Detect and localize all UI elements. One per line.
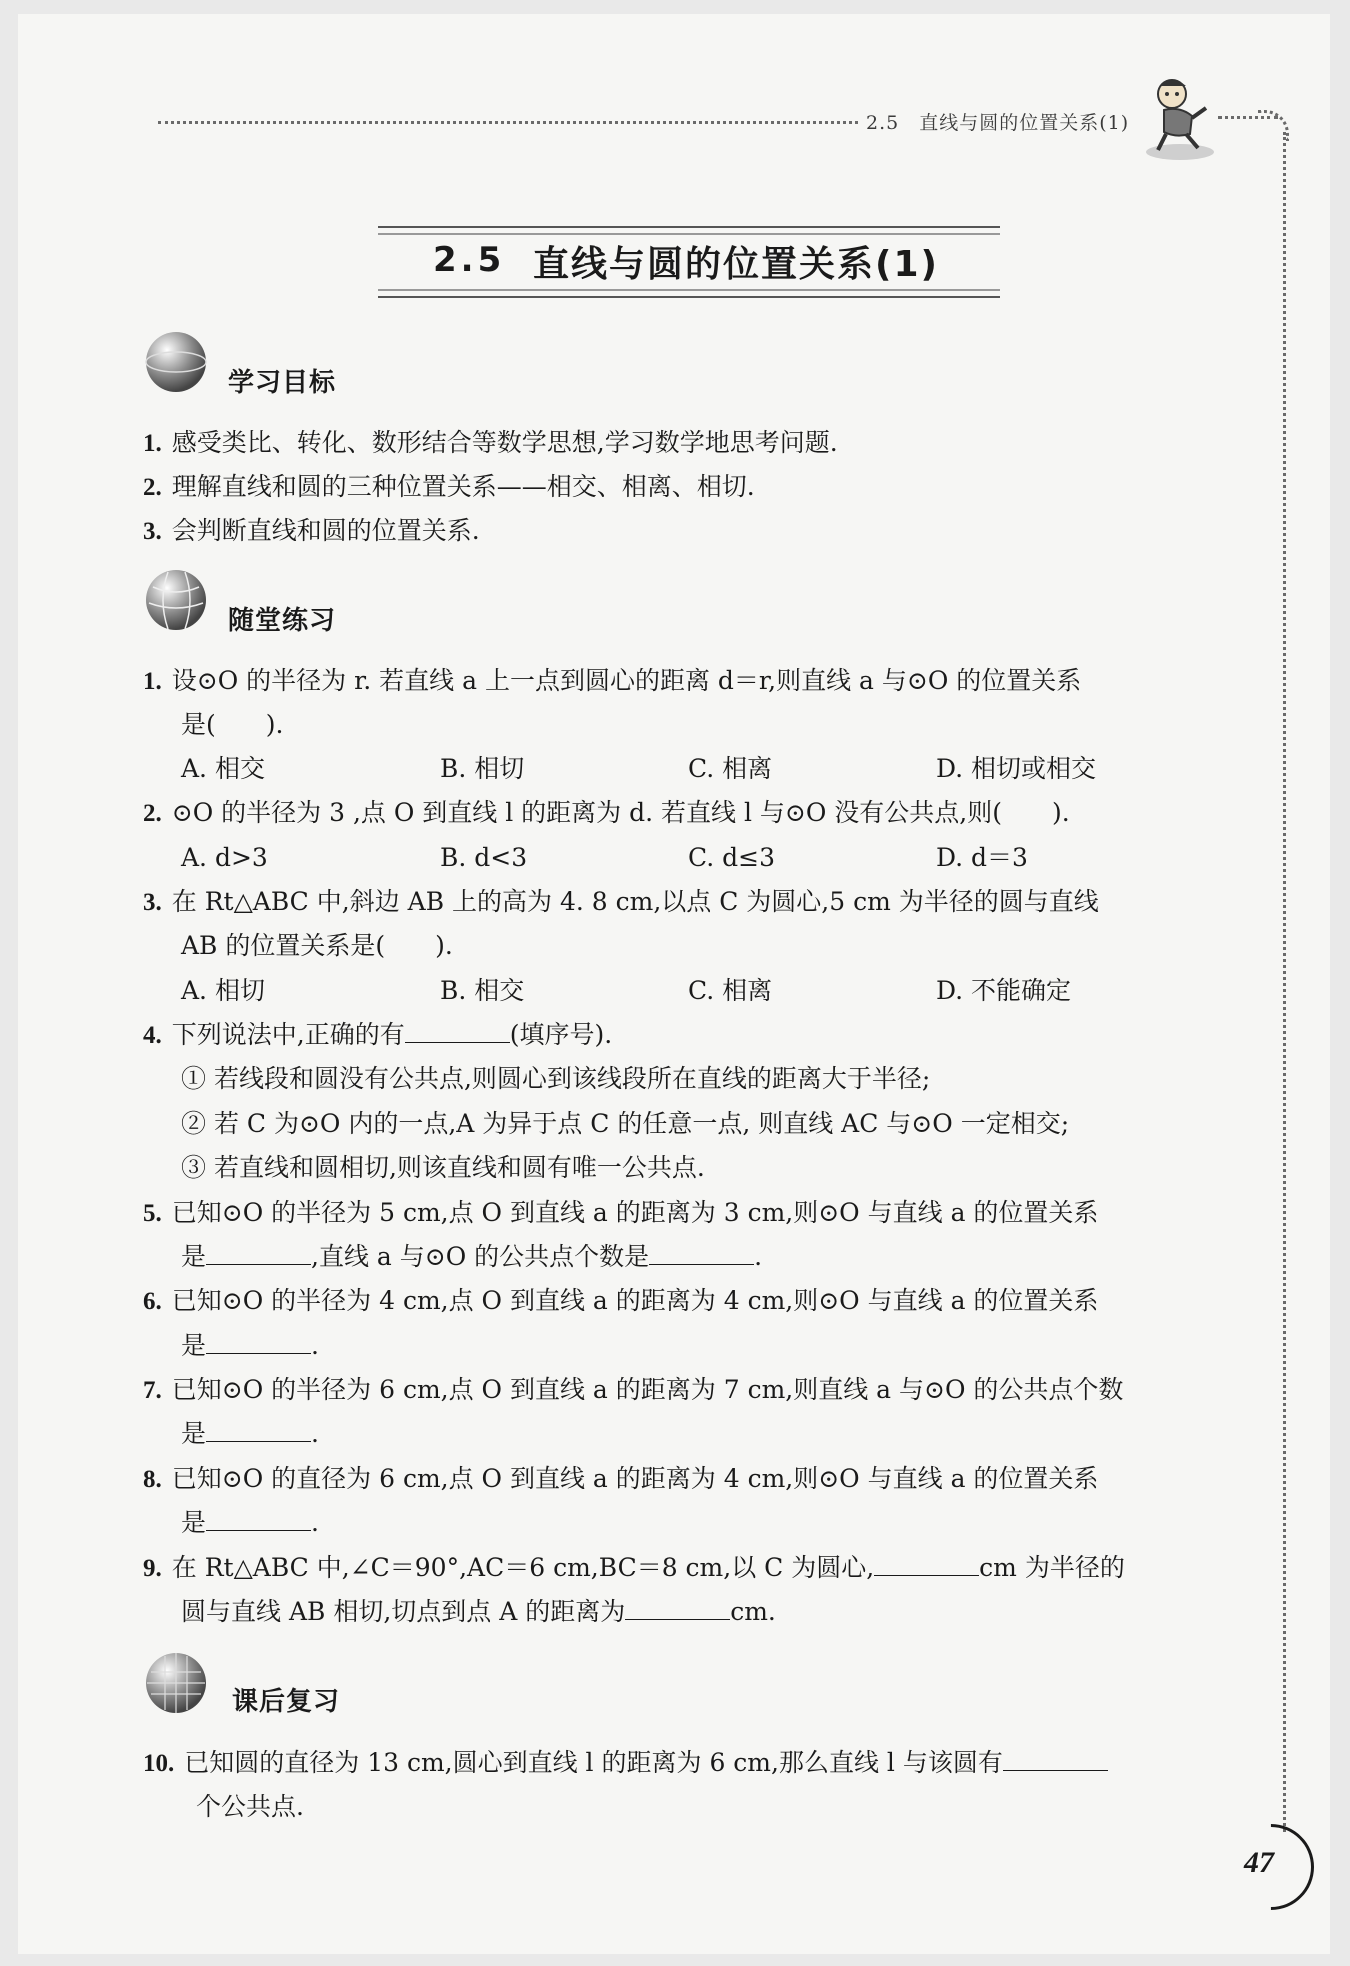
goal-item: 1. 感受类比、转化、数形结合等数学思想,学习数学地思考问题. (143, 428, 838, 457)
question-9: 9. 在 Rt△ABC 中,∠C＝90°,AC＝6 cm,BC＝8 cm,以 C 为圆心, cm 为半径的 (143, 1553, 1125, 1582)
statement-item: ① 若线段和圆没有公共点,则圆心到该线段所在直线的距离大于半径; (181, 1064, 931, 1093)
mascot-icon (1140, 72, 1222, 164)
answer-blank[interactable] (206, 1419, 311, 1442)
question-7-cont: 是 . (181, 1419, 319, 1448)
goal-item: 3. 会判断直线和圆的位置关系. (143, 516, 480, 545)
answer-blank[interactable] (206, 1242, 311, 1265)
answer-blank[interactable] (1003, 1748, 1108, 1771)
section-heading-review: 课后复习 (232, 1687, 341, 1717)
header-dotted-rule (158, 121, 858, 124)
statement-item: ② 若 C 为⊙O 内的一点,A 为异于点 C 的任意一点, 则直线 AC 与⊙O 一定相交; (181, 1109, 1070, 1138)
question-3: 3. 在 Rt△ABC 中,斜边 AB 上的高为 4. 8 cm,以点 C 为圆心,5 cm 为半径的圆与直线 (143, 887, 1099, 916)
page-title: 直线与圆的位置关系(1) (533, 244, 939, 285)
option-a: A. 相交 (181, 754, 265, 783)
question-8: 8. 已知⊙O 的直径为 6 cm,点 O 到直线 a 的距离为 4 cm,则⊙O 与直线 a 的位置关系 (143, 1464, 1099, 1493)
option-b: B. d<3 (440, 843, 528, 872)
running-header: 2.5 直线与圆的位置关系(1) (866, 112, 1130, 134)
question-1-cont: 是( ). (181, 710, 284, 739)
answer-blank[interactable] (625, 1597, 730, 1620)
option-b: B. 相切 (440, 754, 525, 783)
option-a: A. 相切 (181, 976, 265, 1005)
answer-blank[interactable] (649, 1242, 754, 1265)
question-7: 7. 已知⊙O 的半径为 6 cm,点 O 到直线 a 的距离为 7 cm,则直线 a 与⊙O 的公共点个数 (143, 1375, 1124, 1404)
section-heading-goals: 学习目标 (228, 368, 337, 398)
question-1: 1. 设⊙O 的半径为 r. 若直线 a 上一点到圆心的距离 d＝r,则直线 a 与⊙O 的位置关系 (143, 666, 1082, 695)
question-10: 10. 已知圆的直径为 13 cm,圆心到直线 l 的距离为 6 cm,那么直线 l 与该圆有 (143, 1748, 1108, 1779)
answer-blank[interactable] (874, 1553, 979, 1576)
option-c: C. d≤3 (688, 843, 775, 872)
option-d: D. d＝3 (936, 843, 1028, 872)
question-6-cont: 是 . (181, 1331, 319, 1360)
statement-item: ③ 若直线和圆相切,则该直线和圆有唯一公共点. (181, 1153, 705, 1182)
option-d: D. 不能确定 (936, 976, 1072, 1005)
globe-mesh-icon (143, 1650, 209, 1716)
question-3-cont: AB 的位置关系是( ). (181, 931, 453, 960)
section-heading-practice: 随堂练习 (228, 606, 337, 636)
margin-dotted-rule (1283, 132, 1286, 1832)
question-5-cont: 是 ,直线 a 与⊙O 的公共点个数是 . (181, 1242, 763, 1271)
option-c: C. 相离 (688, 976, 773, 1005)
option-d: D. 相切或相交 (936, 754, 1097, 783)
answer-blank[interactable] (405, 1020, 510, 1043)
question-8-cont: 是 . (181, 1508, 319, 1537)
globe-icon (143, 329, 209, 395)
goal-item: 2. 理解直线和圆的三种位置关系——相交、相离、相切. (143, 472, 755, 501)
question-10-cont: 个公共点. (196, 1792, 304, 1821)
section-number: 2.5 (433, 240, 506, 280)
globe-grid-icon (143, 567, 209, 633)
question-9-cont: 圆与直线 AB 相切,切点到点 A 的距离为 cm. (181, 1597, 776, 1626)
page (18, 14, 1330, 1954)
question-6: 6. 已知⊙O 的半径为 4 cm,点 O 到直线 a 的距离为 4 cm,则⊙O 与直线 a 的位置关系 (143, 1286, 1099, 1315)
option-c: C. 相离 (688, 754, 773, 783)
option-a: A. d>3 (181, 843, 268, 872)
page-number: 47 (1244, 1846, 1274, 1879)
answer-blank[interactable] (206, 1508, 311, 1531)
option-b: B. 相交 (440, 976, 525, 1005)
question-2: 2. ⊙O 的半径为 3 ,点 O 到直线 l 的距离为 d. 若直线 l 与⊙O 没有公共点,则( ). (143, 798, 1070, 827)
answer-blank[interactable] (206, 1331, 311, 1354)
question-5: 5. 已知⊙O 的半径为 5 cm,点 O 到直线 a 的距离为 3 cm,则⊙O 与直线 a 的位置关系 (143, 1198, 1099, 1227)
question-4: 4. 下列说法中,正确的有 (填序号). (143, 1020, 613, 1049)
